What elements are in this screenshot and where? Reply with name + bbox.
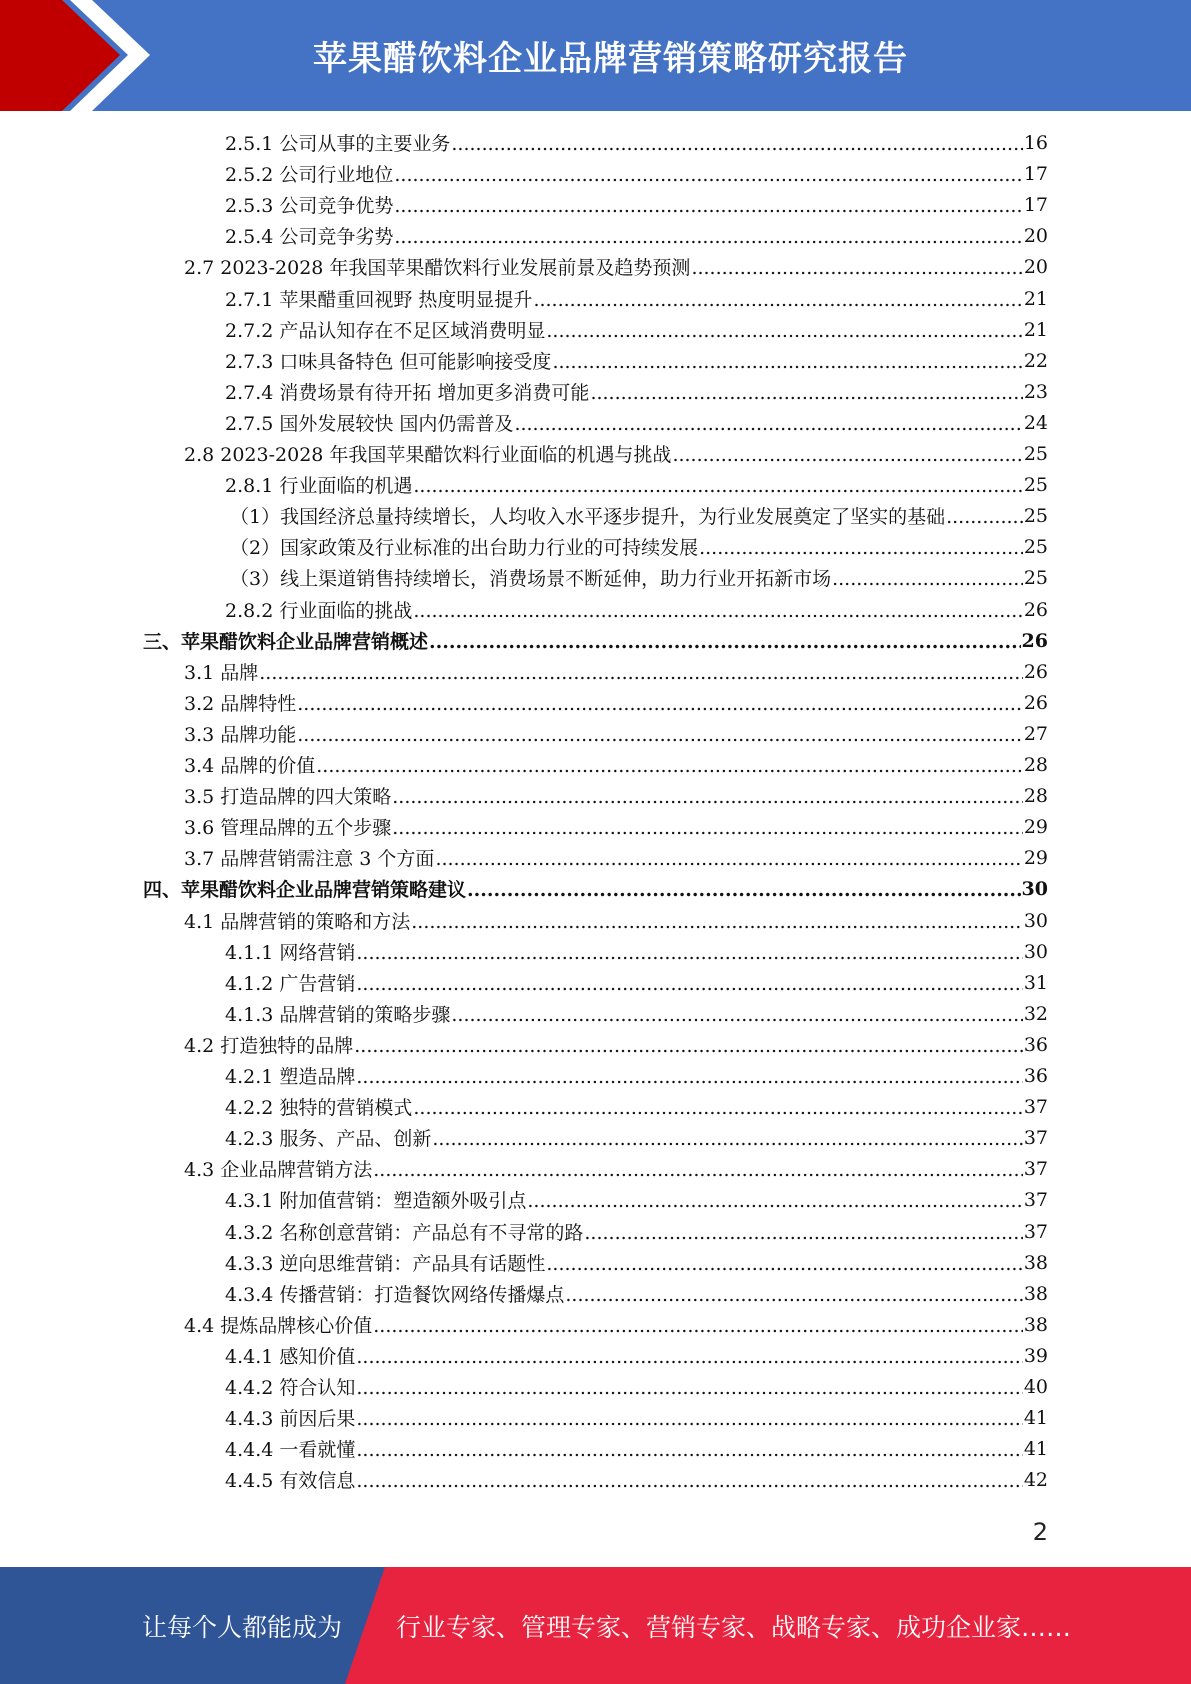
toc-entry-title: 四、苹果醋饮料企业品牌营销策略建议 bbox=[143, 879, 467, 901]
toc-entry-title: 2.7.2 产品认知存在不足区域消费明显 bbox=[225, 320, 546, 342]
toc-entry[interactable] bbox=[225, 345, 1048, 376]
toc-dot-leader bbox=[552, 351, 1022, 370]
toc-entry-title: 4.3 企业品牌营销方法 bbox=[184, 1159, 373, 1181]
toc-entry-title: 3.6 管理品牌的五个步骤 bbox=[184, 817, 392, 839]
toc-entry[interactable] bbox=[184, 1309, 1048, 1340]
toc-entry[interactable] bbox=[184, 251, 1048, 282]
toc-entry[interactable] bbox=[225, 998, 1048, 1029]
toc-dot-leader bbox=[356, 1439, 1022, 1458]
toc-entry-title: 4.2 打造独特的品牌 bbox=[184, 1035, 354, 1057]
document-title: 苹果醋饮料企业品牌营销策略研究报告 bbox=[313, 39, 908, 79]
toc-dot-leader bbox=[546, 1253, 1022, 1272]
toc-entry[interactable] bbox=[225, 1247, 1048, 1278]
toc-entry-page: 30 bbox=[1023, 940, 1048, 963]
toc-entry-title: 2.5.4 公司竞争劣势 bbox=[225, 226, 394, 248]
toc-entry[interactable] bbox=[225, 1184, 1048, 1215]
footer-slogan-right: 行业专家、管理专家、营销专家、战略专家、成功企业家…… bbox=[396, 1612, 1072, 1642]
toc-entry-page: 38 bbox=[1023, 1313, 1048, 1336]
toc-entry-page: 26 bbox=[1023, 660, 1048, 683]
toc-entry-page: 37 bbox=[1023, 1220, 1048, 1243]
toc-entry[interactable] bbox=[225, 1402, 1048, 1433]
toc-entry-page: 32 bbox=[1023, 1002, 1048, 1025]
toc-dot-leader bbox=[356, 973, 1022, 992]
toc-entry-page: 23 bbox=[1023, 380, 1048, 403]
toc-entry[interactable] bbox=[230, 500, 1048, 531]
toc-entry[interactable] bbox=[225, 220, 1048, 251]
toc-entry-page: 22 bbox=[1023, 349, 1048, 372]
toc-dot-leader bbox=[672, 444, 1022, 463]
toc-entry-page: 30 bbox=[1021, 877, 1048, 900]
toc-entry[interactable] bbox=[225, 407, 1048, 438]
toc-entry-title: 4.3.1 附加值营销：塑造额外吸引点 bbox=[225, 1190, 527, 1212]
toc-dot-leader bbox=[691, 257, 1022, 276]
toc-entry-page: 30 bbox=[1023, 909, 1048, 932]
toc-entry-title: 4.1.2 广告营销 bbox=[225, 973, 356, 995]
toc-dot-leader bbox=[413, 1097, 1022, 1116]
toc-entry[interactable] bbox=[225, 936, 1048, 967]
toc-entry-title: （1）我国经济总量持续增长，人均收入水平逐步提升，为行业发展奠定了坚实的基础 bbox=[230, 506, 946, 528]
toc-dot-leader bbox=[356, 942, 1022, 961]
toc-entry-title: 2.5.1 公司从事的主要业务 bbox=[225, 133, 451, 155]
footer-slogan-left: 让每个人都能成为 bbox=[142, 1612, 343, 1642]
toc-entry-title: 4.4.5 有效信息 bbox=[225, 1470, 356, 1492]
toc-entry-page: 37 bbox=[1023, 1126, 1048, 1149]
toc-dot-leader bbox=[527, 1190, 1022, 1209]
toc-entry[interactable] bbox=[225, 1091, 1048, 1122]
toc-entry-page: 29 bbox=[1023, 815, 1048, 838]
toc-dot-leader bbox=[429, 631, 1021, 650]
toc-entry-title: 2.7.3 口味具备特色 但可能影响接受度 bbox=[225, 351, 552, 373]
toc-entry-page: 26 bbox=[1023, 691, 1048, 714]
toc-entry-page: 27 bbox=[1023, 722, 1048, 745]
toc-entry-title: 4.3.3 逆向思维营销：产品具有话题性 bbox=[225, 1253, 546, 1275]
toc-dot-leader bbox=[373, 1315, 1023, 1334]
toc-entry-page: 29 bbox=[1023, 846, 1048, 869]
toc-entry-title: 4.1.1 网络营销 bbox=[225, 942, 356, 964]
toc-entry-title: 2.7 2023-2028 年我国苹果醋饮料行业发展前景及趋势预测 bbox=[184, 257, 691, 279]
toc-entry-page: 37 bbox=[1023, 1095, 1048, 1118]
toc-entry-title: 4.4.2 符合认知 bbox=[225, 1377, 356, 1399]
toc-entry-title: 2.8.1 行业面临的机遇 bbox=[225, 475, 413, 497]
toc-entry-title: 4.4.3 前因后果 bbox=[225, 1408, 356, 1430]
toc-dot-leader bbox=[392, 817, 1023, 836]
toc-entry-page: 17 bbox=[1023, 193, 1048, 216]
toc-entry-page: 16 bbox=[1023, 131, 1048, 154]
toc-entry-page: 36 bbox=[1023, 1064, 1048, 1087]
toc-entry[interactable] bbox=[143, 625, 1048, 656]
toc-entry-page: 36 bbox=[1023, 1033, 1048, 1056]
toc-entry-page: 20 bbox=[1023, 255, 1048, 278]
toc-entry-title: 2.7.5 国外发展较快 国内仍需普及 bbox=[225, 413, 514, 435]
toc-entry[interactable] bbox=[184, 718, 1048, 749]
toc-dot-leader bbox=[356, 1470, 1022, 1489]
toc-dot-leader bbox=[356, 1346, 1022, 1365]
toc-entry[interactable] bbox=[225, 1122, 1048, 1153]
toc-dot-leader bbox=[514, 413, 1022, 432]
page-header bbox=[0, 0, 1191, 111]
toc-entry-page: 20 bbox=[1023, 224, 1048, 247]
toc-entry[interactable] bbox=[225, 189, 1048, 220]
toc-entry-page: 41 bbox=[1023, 1406, 1048, 1429]
toc-entry-title: 2.7.4 消费场景有待开拓 增加更多消费可能 bbox=[225, 382, 590, 404]
toc-entry[interactable] bbox=[225, 1464, 1048, 1495]
toc-entry-title: 3.1 品牌 bbox=[184, 662, 259, 684]
toc-entry-page: 21 bbox=[1023, 287, 1048, 310]
toc-entry[interactable] bbox=[225, 967, 1048, 998]
toc-entry-title: 3.5 打造品牌的四大策略 bbox=[184, 786, 392, 808]
toc-entry[interactable] bbox=[225, 1433, 1048, 1464]
toc-entry-page: 25 bbox=[1023, 473, 1048, 496]
toc-entry[interactable] bbox=[225, 1340, 1048, 1371]
toc-entry[interactable] bbox=[225, 1060, 1048, 1091]
toc-entry-page: 38 bbox=[1023, 1282, 1048, 1305]
toc-entry[interactable] bbox=[184, 656, 1048, 687]
toc-dot-leader bbox=[394, 226, 1022, 245]
toc-entry-title: 4.2.3 服务、产品、创新 bbox=[225, 1128, 432, 1150]
toc-entry-page: 21 bbox=[1023, 318, 1048, 341]
toc-entry-page: 24 bbox=[1023, 411, 1048, 434]
toc-entry-title: 2.8.2 行业面临的挑战 bbox=[225, 600, 413, 622]
toc-dot-leader bbox=[411, 911, 1023, 930]
toc-entry[interactable] bbox=[225, 1278, 1048, 1309]
toc-entry-title: 2.8 2023-2028 年我国苹果醋饮料行业面临的机遇与挑战 bbox=[184, 444, 672, 466]
toc-entry[interactable] bbox=[184, 438, 1048, 469]
toc-entry[interactable] bbox=[225, 158, 1048, 189]
toc-entry-title: 4.3.4 传播营销：打造餐饮网络传播爆点 bbox=[225, 1284, 565, 1306]
toc-dot-leader bbox=[533, 289, 1022, 308]
toc-entry[interactable] bbox=[184, 1153, 1048, 1184]
toc-entry-title: 4.4 提炼品牌核心价值 bbox=[184, 1315, 373, 1337]
toc-dot-leader bbox=[451, 133, 1022, 152]
toc-entry[interactable] bbox=[225, 127, 1048, 158]
toc-entry[interactable] bbox=[184, 905, 1048, 936]
toc-dot-leader bbox=[432, 1128, 1022, 1147]
toc-entry-page: 41 bbox=[1023, 1437, 1048, 1460]
toc-entry-title: 3.2 品牌特性 bbox=[184, 693, 297, 715]
toc-entry[interactable] bbox=[225, 314, 1048, 345]
toc-entry-title: （3）线上渠道销售持续增长，消费场景不断延伸，助力行业开拓新市场 bbox=[230, 568, 832, 590]
toc-dot-leader bbox=[356, 1066, 1022, 1085]
toc-dot-leader bbox=[392, 786, 1023, 805]
toc-entry-title: 3.7 品牌营销需注意 3 个方面 bbox=[184, 848, 435, 870]
toc-entry-page: 25 bbox=[1023, 535, 1048, 558]
toc-dot-leader bbox=[394, 195, 1022, 214]
toc-dot-leader bbox=[413, 475, 1022, 494]
toc-entry[interactable] bbox=[143, 873, 1048, 904]
toc-dot-leader bbox=[394, 164, 1022, 183]
toc-entry-page: 25 bbox=[1023, 442, 1048, 465]
toc-dot-leader bbox=[297, 724, 1023, 743]
toc-entry-title: 3.3 品牌功能 bbox=[184, 724, 297, 746]
toc-entry[interactable] bbox=[225, 283, 1048, 314]
toc-entry-title: 2.7.1 苹果醋重回视野 热度明显提升 bbox=[225, 289, 533, 311]
toc-entry[interactable] bbox=[230, 531, 1048, 562]
toc-entry[interactable] bbox=[225, 469, 1048, 500]
toc-entry-page: 37 bbox=[1023, 1188, 1048, 1211]
toc-entry[interactable] bbox=[184, 687, 1048, 718]
toc-dot-leader bbox=[946, 506, 1023, 525]
toc-entry-title: 三、苹果醋饮料企业品牌营销概述 bbox=[143, 631, 429, 653]
toc-entry-page: 31 bbox=[1023, 971, 1048, 994]
toc-entry-title: 4.4.1 感知价值 bbox=[225, 1346, 356, 1368]
toc-entry[interactable] bbox=[184, 811, 1048, 842]
toc-entry-page: 28 bbox=[1023, 784, 1048, 807]
toc-dot-leader bbox=[467, 879, 1021, 898]
toc-entry-page: 25 bbox=[1023, 504, 1048, 527]
toc-entry-title: 4.3.2 名称创意营销：产品总有不寻常的路 bbox=[225, 1222, 584, 1244]
toc-entry-title: 3.4 品牌的价值 bbox=[184, 755, 316, 777]
toc-entry-page: 26 bbox=[1021, 629, 1048, 652]
toc-entry[interactable] bbox=[225, 594, 1048, 625]
toc-entry-page: 26 bbox=[1023, 598, 1048, 621]
toc-dot-leader bbox=[297, 693, 1023, 712]
toc-entry-title: 4.1.3 品牌营销的策略步骤 bbox=[225, 1004, 451, 1026]
toc-dot-leader bbox=[356, 1377, 1022, 1396]
toc-entry-page: 42 bbox=[1023, 1468, 1048, 1491]
toc-dot-leader bbox=[565, 1284, 1022, 1303]
toc-dot-leader bbox=[259, 662, 1023, 681]
toc-entry[interactable] bbox=[230, 562, 1048, 593]
page-number: 2 bbox=[1032, 1518, 1048, 1546]
toc-entry-page: 28 bbox=[1023, 753, 1048, 776]
toc-entry[interactable] bbox=[225, 1371, 1048, 1402]
toc-entry[interactable] bbox=[184, 842, 1048, 873]
toc-dot-leader bbox=[373, 1159, 1023, 1178]
toc-entry-page: 38 bbox=[1023, 1251, 1048, 1274]
toc-entry-title: 2.5.2 公司行业地位 bbox=[225, 164, 394, 186]
toc-entry[interactable] bbox=[184, 1029, 1048, 1060]
toc-dot-leader bbox=[413, 600, 1022, 619]
toc-dot-leader bbox=[451, 1004, 1022, 1023]
toc-dot-leader bbox=[590, 382, 1022, 401]
toc-dot-leader bbox=[316, 755, 1023, 774]
toc-entry-title: 4.1 品牌营销的策略和方法 bbox=[184, 911, 411, 933]
toc-entry-page: 37 bbox=[1023, 1157, 1048, 1180]
toc-entry-page: 17 bbox=[1023, 162, 1048, 185]
toc-entry-title: 4.2.2 独特的营销模式 bbox=[225, 1097, 413, 1119]
toc-entry-title: 2.5.3 公司竞争优势 bbox=[225, 195, 394, 217]
toc-entry[interactable] bbox=[184, 749, 1048, 780]
toc-entry-page: 39 bbox=[1023, 1344, 1048, 1367]
toc-entry[interactable] bbox=[225, 376, 1048, 407]
toc-entry-page: 40 bbox=[1023, 1375, 1048, 1398]
toc-entry[interactable] bbox=[225, 1216, 1048, 1247]
toc-dot-leader bbox=[584, 1222, 1022, 1241]
toc-entry-title: 4.2.1 塑造品牌 bbox=[225, 1066, 356, 1088]
toc-entry-title: 4.4.4 一看就懂 bbox=[225, 1439, 356, 1461]
toc-entry-page: 25 bbox=[1023, 566, 1048, 589]
toc-dot-leader bbox=[356, 1408, 1022, 1427]
toc-entry-title: （2）国家政策及行业标准的出台助力行业的可持续发展 bbox=[230, 537, 699, 559]
toc-entry[interactable] bbox=[184, 780, 1048, 811]
toc-dot-leader bbox=[546, 320, 1022, 339]
toc-dot-leader bbox=[354, 1035, 1023, 1054]
toc-dot-leader bbox=[699, 537, 1023, 556]
toc-dot-leader bbox=[435, 848, 1022, 867]
page-footer bbox=[0, 1567, 1191, 1684]
toc-dot-leader bbox=[832, 568, 1023, 587]
